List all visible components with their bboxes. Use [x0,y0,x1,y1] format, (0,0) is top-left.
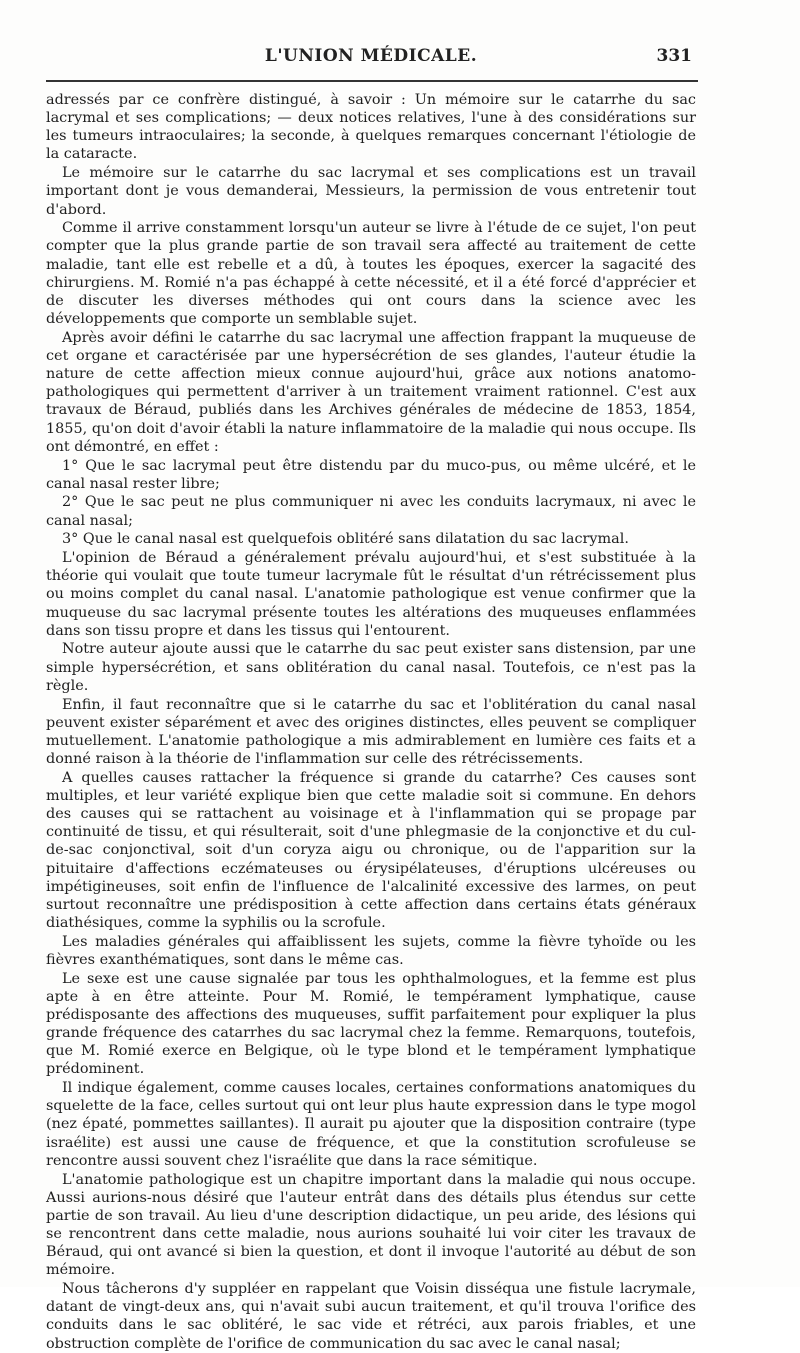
paragraph: adressés par ce confrère distingué, à savoir : Un mémoire sur le catarrhe du sac lacrymal et ses complications; — deux notices relatives, l'une à des considérations sur les tumeurs intraoculaires; la seconde, à quelques remarques concernant l'étiologie de la cataracte. [46,92,696,163]
list-item: 3° Que le canal nasal est quelquefois oblitéré sans dilatation du sac lacrymal. [62,531,629,548]
paragraph: Notre auteur ajoute aussi que le catarrhe du sac peut exister sans distension, par une simple hypersécrétion, et sans oblitération du canal nasal. Toutefois, ce n'est pas la règle. [46,641,696,694]
list-item: 1° Que le sac lacrymal peut être distendu par du muco-pus, ou même ulcéré, et le canal nasal rester libre; [46,457,696,492]
paragraph: A quelles causes rattacher la fréquence si grande du catarrhe? Ces causes sont multiples, et leur variété explique bien que cette maladie soit si commune. En dehors des causes qui se rattachent au voisinage et à l'inflammation qui se propage par continuité de tissu, et qui résulterait, soit d'une phlegmasie de la conjonctive et du cul-de-sac conjonctival, soit d'un coryza aigu ou chronique, ou de l'apparition sur la pituitaire d'affections eczémateuses ou érysipélateuses, d'éruptions ulcéreuses ou impétigineuses, soit enfin de l'influence de l'alcalinité excessive des larmes, on peut surtout reconnaître une prédisposition à cette affection dans certains états généraux diathésiques, comme la syphilis ou la scrofule. [46,769,696,931]
paragraph: L'opinion de Béraud a généralement prévalu aujourd'hui, et s'est substituée à la théorie qui voulait que toute tumeur lacrymale fût le résultat d'un rétrécissement plus ou moins complet du canal nasal. L'anatomie pathologique est venue confirmer que la muqueuse du sac lacrymal présente toutes les altérations des muqueuses enflammées dans son tissu propre et dans les tissus qui l'entourent. [46,550,696,639]
paragraph: Le sexe est une cause signalée par tous les ophthalmologues, et la femme est plus apte à en être atteinte. Pour M. Romié, le tempérament lymphatique, cause prédisposante des affections des muqueuses, suffit parfaitement pour expliquer la plus grande fréquence des catarrhes du sac lacrymal chez la femme. Remarquons, toutefois, que M. Romié exerce en Belgique, où le type blond et le tempérament lymphatique prédominent. [46,970,696,1078]
paragraph: Nous tâcherons d'y suppléer en rappelant que Voisin disséqua une fistule lacrymale, datant de vingt-deux ans, qui n'avait subi aucun traitement, et qu'il trouva l'orifice des conduits dans le sac oblitéré, le sac vide et rétréci, aux parois friables, et une obstruction complète de l'orifice de communication du sac avec le canal nasal; [46,1281,696,1352]
header-rule [46,80,698,82]
paragraph: Après avoir défini le catarrhe du sac lacrymal une affection frappant la muqueuse de cet organe et caractérisée par une hypersécrétion de ses glandes, l'auteur étudie la nature de cette affection mieux connue aujourd'hui, grâce aux notions anatomo-pathologiques qui permettent d'arriver à un traitement vraiment rationnel. C'est aux travaux de Béraud, publiés dans les Archives générales de médecine de 1853, 1854, 1855, qu'on doit d'avoir établi la nature inflammatoire de la maladie qui nous occupe. Ils ont démontré, en effet : [46,329,696,455]
page-header [46,46,696,76]
paragraph: L'anatomie pathologique est un chapitre important dans la maladie qui nous occupe. Aussi aurions-nous désiré que l'auteur entrât dans des détails plus étendus sur cette partie de son travail. Au lieu d'une description didactique, un peu aride, des lésions qui se rencontrent dans cette maladie, nous aurions souhaité lui voir citer les travaux de Béraud, qui ont avancé si bien la question, et dont il invoque l'autorité au début de son mémoire. [46,1171,696,1279]
paragraph: Les maladies générales qui affaiblissent les sujets, comme la fièvre tyhoïde ou les fièvres exanthématiques, sont dans le même cas. [46,933,696,968]
article-body [46,91,696,1353]
paragraph: Le mémoire sur le catarrhe du sac lacrymal et ses complications est un travail important dont je vous demanderai, Messieurs, la permission de vous entretenir tout d'abord. [46,165,696,218]
paragraph: Comme il arrive constamment lorsqu'un auteur se livre à l'étude de ce sujet, l'on peut compter que la plus grande partie de son travail sera affecté au traitement de cette maladie, tant elle est rebelle et a dû, à toutes les époques, exercer la sagacité des chirurgiens. M. Romié n'a pas échappé à cette nécessité, et il a été forcé d'apprécier et de discuter les diverses méthodes qui ont cours dans la science avec les développements que comporte un semblable sujet. [46,220,696,328]
paragraph: Il indique également, comme causes locales, certaines conformations anatomiques du squelette de la face, celles surtout qui ont leur plus haute expression dans le type mogol (nez épaté, pommettes saillantes). Il aurait pu ajouter que la disposition contraire (type israélite) est aussi une cause de fréquence, et que la constitution scrofuleuse se rencontre aussi souvent chez l'israélite que dans la race sémitique. [46,1080,696,1169]
paragraph: Enfin, il faut reconnaître que si le catarrhe du sac et l'oblitération du canal nasal peuvent exister séparément et avec des origines distinctes, elles peuvent se compliquer mutuellement. L'anatomie pathologique a mis admirablement en lumière ces faits et a donné raison à la théorie de l'inflammation sur celle des rétrécissements. [46,696,696,767]
running-title: L'UNION MÉDICALE. [264,46,478,66]
list-item: 2° Que le sac peut ne plus communiquer ni avec les conduits lacrymaux, ni avec le canal nasal; [46,494,696,529]
page-number: 331 [656,46,692,66]
